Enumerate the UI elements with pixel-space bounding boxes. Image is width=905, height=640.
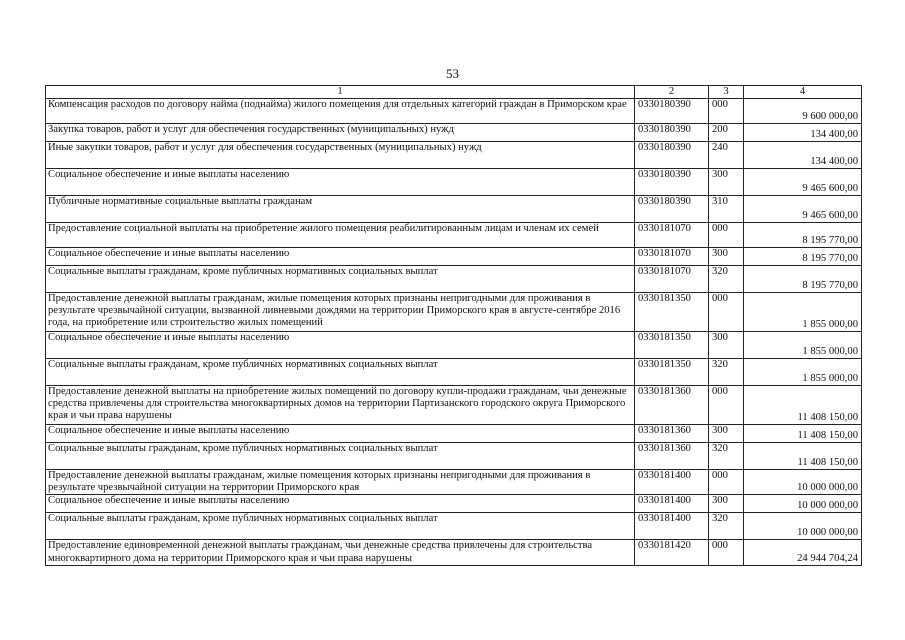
row-vid: 000 [709, 470, 744, 495]
row-code: 0330181070 [635, 266, 709, 293]
row-code: 0330181420 [635, 540, 709, 565]
row-code: 0330180390 [635, 142, 709, 169]
budget-table [45, 85, 862, 566]
table-row [46, 443, 862, 470]
row-vid: 200 [709, 124, 744, 142]
row-sum: 8 195 770,00 [744, 223, 862, 248]
row-sum: 134 400,00 [744, 142, 862, 169]
row-sum: 11 408 150,00 [744, 443, 862, 470]
row-sum: 24 944 704,24 [744, 540, 862, 565]
row-name: Социальные выплаты гражданам, кроме публичных нормативных социальных выплат [46, 513, 635, 540]
row-sum: 9 465 600,00 [744, 169, 862, 196]
row-sum: 9 465 600,00 [744, 196, 862, 223]
row-vid: 000 [709, 540, 744, 565]
row-sum: 134 400,00 [744, 124, 862, 142]
row-code: 0330181400 [635, 470, 709, 495]
row-vid: 300 [709, 248, 744, 266]
row-sum: 8 195 770,00 [744, 248, 862, 266]
table-row [46, 248, 862, 266]
row-vid: 000 [709, 293, 744, 332]
row-sum: 11 408 150,00 [744, 386, 862, 425]
row-code: 0330181350 [635, 332, 709, 359]
row-name: Закупка товаров, работ и услуг для обеспечения государственных (муниципальных) нужд [46, 124, 635, 142]
row-vid: 300 [709, 332, 744, 359]
row-code: 0330180390 [635, 124, 709, 142]
row-name: Социальное обеспечение и иные выплаты населению [46, 332, 635, 359]
table-row [46, 124, 862, 142]
row-code: 0330181350 [635, 293, 709, 332]
row-vid: 240 [709, 142, 744, 169]
row-vid: 000 [709, 223, 744, 248]
column-header-name: 1 [46, 86, 635, 99]
row-sum: 8 195 770,00 [744, 266, 862, 293]
row-name: Предоставление социальной выплаты на приобретение жилого помещения реабилитированным лицам и членам их семей [46, 223, 635, 248]
row-name: Социальное обеспечение и иные выплаты населению [46, 169, 635, 196]
row-name: Социальные выплаты гражданам, кроме публичных нормативных социальных выплат [46, 266, 635, 293]
table-row [46, 425, 862, 443]
table-row [46, 293, 862, 332]
row-vid: 320 [709, 443, 744, 470]
row-sum: 10 000 000,00 [744, 513, 862, 540]
row-name: Предоставление денежной выплаты гражданам, жилые помещения которых признаны непригодными для проживания в результате чрезвычайной ситуации на территории Приморского края [46, 470, 635, 495]
column-header-code: 2 [635, 86, 709, 99]
row-code: 0330181360 [635, 425, 709, 443]
row-name: Социальные выплаты гражданам, кроме публичных нормативных социальных выплат [46, 443, 635, 470]
row-name: Предоставление денежной выплаты гражданам, жилые помещения которых признаны непригодными для проживания в результате чрезвычайной ситуации, вызванной ливневыми дождями на территории Приморского края в августе-сентябре 2016 года, на приобретение или строительство жилых помещений [46, 293, 635, 332]
row-code: 0330181360 [635, 443, 709, 470]
table-row [46, 266, 862, 293]
table-row [46, 386, 862, 425]
row-name: Предоставление денежной выплаты на приобретение жилых помещений по договору купли-продажи гражданам, чьи денежные средства привлечены для строительства многоквартирных домов на территории Партизанского городского округа Приморского края и чьи права нарушены [46, 386, 635, 425]
row-name: Предоставление единовременной денежной выплаты гражданам, чьи денежные средства привлечены для строительства многоквартирного дома на территории Приморского края и чьи права нарушены [46, 540, 635, 565]
column-header-vid: 3 [709, 86, 744, 99]
row-sum: 9 600 000,00 [744, 99, 862, 124]
row-name: Публичные нормативные социальные выплаты гражданам [46, 196, 635, 223]
table-row [46, 223, 862, 248]
table-row [46, 99, 862, 124]
row-code: 0330181400 [635, 495, 709, 513]
table-row [46, 495, 862, 513]
row-name: Иные закупки товаров, работ и услуг для обеспечения государственных (муниципальных) нужд [46, 142, 635, 169]
row-name: Социальные выплаты гражданам, кроме публичных нормативных социальных выплат [46, 359, 635, 386]
row-code: 0330181360 [635, 386, 709, 425]
row-sum: 11 408 150,00 [744, 425, 862, 443]
page-number: 53 [446, 66, 459, 81]
row-vid: 320 [709, 513, 744, 540]
table-row [46, 332, 862, 359]
row-name: Компенсация расходов по договору найма (поднайма) жилого помещения для отдельных категорий граждан в Приморском крае [46, 99, 635, 124]
table-row [46, 359, 862, 386]
table-header-row [46, 86, 862, 99]
column-header-sum: 4 [744, 86, 862, 99]
row-vid: 300 [709, 425, 744, 443]
table-row [46, 169, 862, 196]
table-row [46, 196, 862, 223]
row-code: 0330181070 [635, 248, 709, 266]
table-row [46, 513, 862, 540]
row-vid: 000 [709, 99, 744, 124]
row-code: 0330180390 [635, 196, 709, 223]
row-name: Социальное обеспечение и иные выплаты населению [46, 495, 635, 513]
row-code: 0330180390 [635, 169, 709, 196]
row-name: Социальное обеспечение и иные выплаты населению [46, 248, 635, 266]
row-vid: 310 [709, 196, 744, 223]
row-sum: 10 000 000,00 [744, 470, 862, 495]
row-vid: 000 [709, 386, 744, 425]
row-code: 0330181400 [635, 513, 709, 540]
row-sum: 1 855 000,00 [744, 293, 862, 332]
row-sum: 1 855 000,00 [744, 359, 862, 386]
row-sum: 1 855 000,00 [744, 332, 862, 359]
row-code: 0330181070 [635, 223, 709, 248]
table-row [46, 540, 862, 565]
row-code: 0330181350 [635, 359, 709, 386]
row-name: Социальное обеспечение и иные выплаты населению [46, 425, 635, 443]
row-vid: 320 [709, 359, 744, 386]
row-vid: 300 [709, 169, 744, 196]
table-row [46, 470, 862, 495]
row-code: 0330180390 [635, 99, 709, 124]
row-vid: 320 [709, 266, 744, 293]
row-vid: 300 [709, 495, 744, 513]
row-sum: 10 000 000,00 [744, 495, 862, 513]
table-row [46, 142, 862, 169]
